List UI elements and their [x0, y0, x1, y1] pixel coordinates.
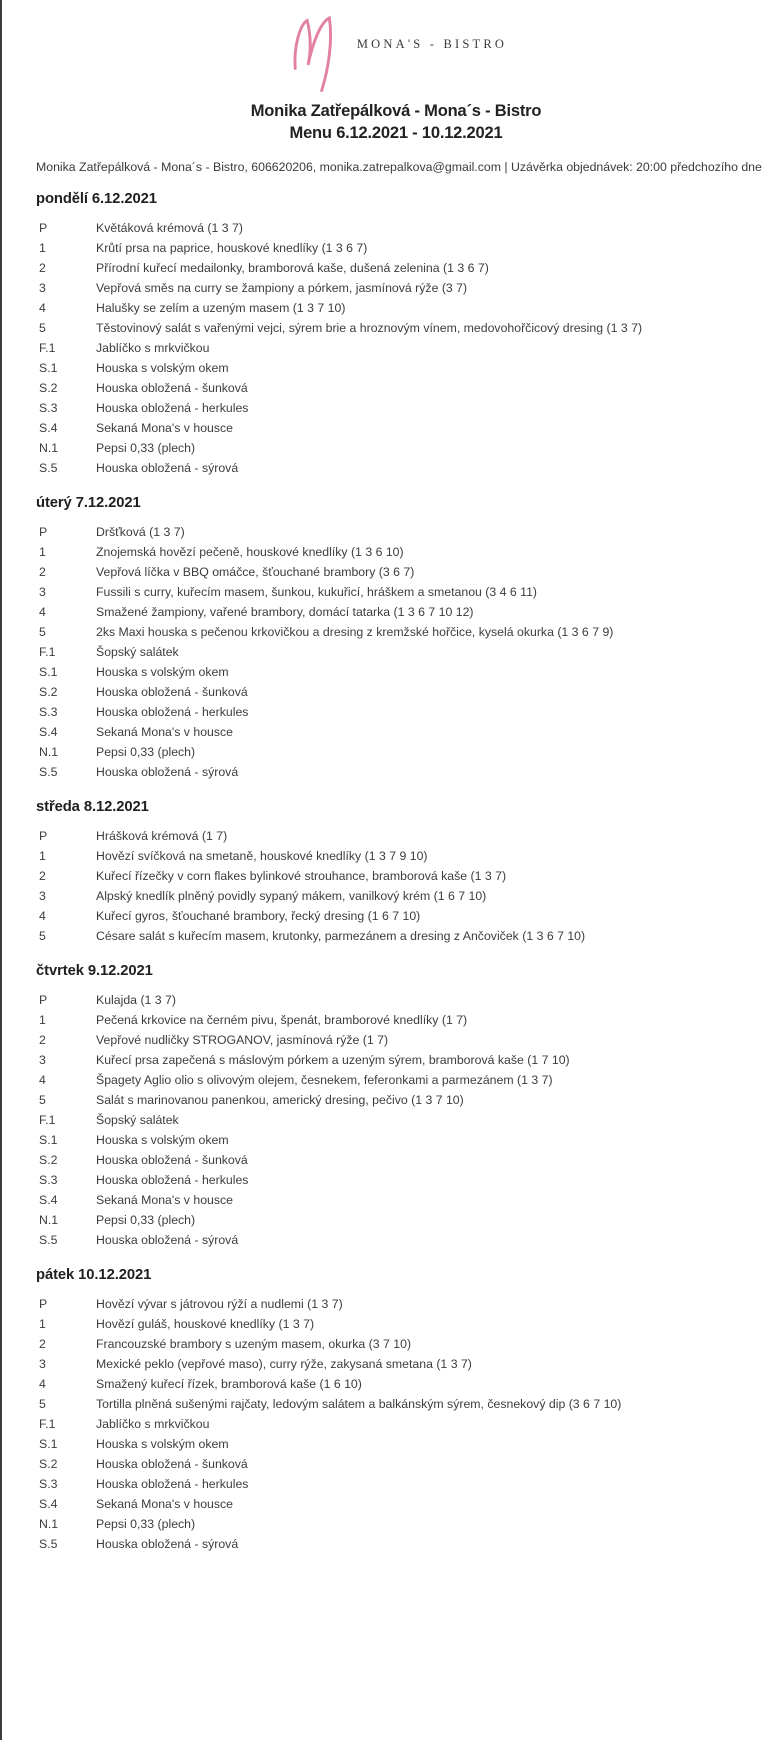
menu-item-name: Vepřová směs na curry se žampiony a pórkem, jasmínová rýže (3 7)	[96, 281, 468, 295]
menu-item-code: S.5	[39, 1233, 58, 1247]
menu-item-row	[36, 926, 756, 946]
menu-item-name: Jablíčko s mrkvičkou	[96, 1417, 210, 1431]
menu-item-row	[36, 602, 756, 622]
menu-item-code: S.3	[39, 705, 58, 719]
day-rows	[36, 826, 756, 946]
menu-item-code: S.4	[39, 421, 58, 435]
monas-logo-monogram-icon	[285, 12, 343, 94]
menu-item-row	[36, 722, 756, 742]
menu-item-name: Pepsi 0,33 (plech)	[96, 1517, 196, 1531]
menu-item-code: 5	[39, 1093, 46, 1107]
menu-item-name: Houska s volským okem	[96, 1133, 229, 1147]
menu-item-row	[36, 438, 756, 458]
menu-item-code: 5	[39, 929, 46, 943]
menu-item-code: N.1	[39, 745, 59, 759]
menu-item-row	[36, 642, 756, 662]
menu-item-name: Jablíčko s mrkvičkou	[96, 341, 210, 355]
menu-item-name: Houska obložená - herkules	[96, 1477, 249, 1491]
menu-item-row	[36, 418, 756, 438]
page-title: Monika Zatřepálková - Mona´s - Bistro	[250, 102, 542, 120]
menu-item-row	[36, 582, 756, 602]
menu-item-name: Houska obložená - sýrová	[96, 461, 239, 475]
menu-item-code: S.3	[39, 401, 58, 415]
menu-item-code: F.1	[39, 1113, 56, 1127]
menu-item-code: 1	[39, 849, 46, 863]
menu-item-row	[36, 846, 756, 866]
menu-item-row	[36, 682, 756, 702]
menu-item-name: Sekaná Mona's v housce	[96, 1193, 234, 1207]
menu-item-name: Vepřové nudličky STROGANOV, jasmínová rýže (1 7)	[96, 1033, 389, 1047]
menu-item-name: Přírodní kuřecí medailonky, bramborová kaše, dušená zelenina (1 3 6 7)	[96, 261, 489, 275]
menu-item-code: P	[39, 1297, 48, 1311]
menu-item-row	[36, 562, 756, 582]
menu-item-name: Kuřecí prsa zapečená s máslovým pórkem a uzeným sýrem, bramborová kaše (1 7 10)	[96, 1053, 570, 1067]
menu-item-code: 4	[39, 909, 46, 923]
menu-item-code: N.1	[39, 441, 59, 455]
menu-item-name: Houska obložená - šunková	[96, 1457, 248, 1471]
menu-item-code: 5	[39, 625, 46, 639]
day-section	[36, 191, 756, 478]
menu-item-row	[36, 662, 756, 682]
menu-item-code: 1	[39, 545, 46, 559]
menu-item-code: N.1	[39, 1213, 59, 1227]
menu-item-code: S.5	[39, 765, 58, 779]
menu-item-name: Dršťková (1 3 7)	[96, 525, 185, 539]
menu-item-code: N.1	[39, 1517, 59, 1531]
menu-item-row	[36, 258, 756, 278]
menu-item-row	[36, 278, 756, 298]
day-rows	[36, 990, 756, 1250]
menu-item-row	[36, 218, 756, 238]
menu-item-name: Houska obložená - herkules	[96, 1173, 249, 1187]
day-heading: pátek 10.12.2021	[36, 1267, 152, 1283]
menu-item-row	[36, 238, 756, 258]
menu-item-row	[36, 378, 756, 398]
day-heading: pondělí 6.12.2021	[36, 191, 157, 207]
menu-item-row	[36, 522, 756, 542]
menu-item-name: Kuřecí gyros, šťouchané brambory, řecký dresing (1 6 7 10)	[96, 909, 421, 923]
menu-item-row	[36, 1130, 756, 1150]
menu-item-code: S.5	[39, 1537, 58, 1551]
menu-item-name: Kulajda (1 3 7)	[96, 993, 176, 1007]
menu-item-code: 2	[39, 869, 46, 883]
menu-item-name: Šopský salátek	[96, 1113, 179, 1127]
menu-item-name: Sekaná Mona's v housce	[96, 725, 234, 739]
menu-item-name: Krůtí prsa na paprice, houskové knedlíky (1 3 6 7)	[96, 241, 368, 255]
menu-item-row	[36, 1050, 756, 1070]
menu-item-code: 3	[39, 1053, 46, 1067]
menu-item-row	[36, 1394, 756, 1414]
menu-item-name: Pepsi 0,33 (plech)	[96, 745, 196, 759]
menu-item-name: Smažený kuřecí řízek, bramborová kaše (1 6 10)	[96, 1377, 362, 1391]
menu-item-name: Houska obložená - sýrová	[96, 1233, 239, 1247]
menu-item-code: 4	[39, 1073, 46, 1087]
menu-item-code: S.2	[39, 685, 58, 699]
menu-item-code: P	[39, 221, 48, 235]
menu-item-row	[36, 702, 756, 722]
menu-item-code: 2	[39, 1337, 46, 1351]
menu-item-code: 4	[39, 605, 46, 619]
menu-item-row	[36, 398, 756, 418]
title-block	[36, 100, 756, 144]
menu-item-name: Sekaná Mona's v housce	[96, 421, 234, 435]
menu-date-range: Menu 6.12.2021 - 10.12.2021	[289, 124, 503, 142]
menu-item-code: S.3	[39, 1173, 58, 1187]
menu-item-code: 3	[39, 281, 46, 295]
day-rows	[36, 218, 756, 478]
day-section	[36, 799, 756, 946]
menu-item-row	[36, 1374, 756, 1394]
menu-item-code: 3	[39, 1357, 46, 1371]
menu-item-code: 4	[39, 301, 46, 315]
menu-item-row	[36, 318, 756, 338]
menu-item-name: Houska obložená - šunková	[96, 685, 248, 699]
menu-item-name: Vepřová líčka v BBQ omáčce, šťouchané brambory (3 6 7)	[96, 565, 415, 579]
menu-item-name: Hrášková krémová (1 7)	[96, 829, 228, 843]
day-heading: středa 8.12.2021	[36, 799, 149, 815]
menu-item-name: Květáková krémová (1 3 7)	[96, 221, 243, 235]
menu-item-name: Mexické peklo (vepřové maso), curry rýže, zakysaná smetana (1 3 7)	[96, 1357, 472, 1371]
menu-item-row	[36, 1454, 756, 1474]
menu-item-name: Kuřecí řízečky v corn flakes bylinkové strouhance, bramborová kaše (1 3 7)	[96, 869, 507, 883]
logo-wordmark: MONA'S - BISTRO	[356, 36, 508, 51]
menu-item-row	[36, 866, 756, 886]
menu-item-row	[36, 298, 756, 318]
menu-item-name: Houska obložená - herkules	[96, 401, 249, 415]
menu-item-code: F.1	[39, 645, 56, 659]
menu-item-name: Těstovinový salát s vařenými vejci, sýrem brie a hroznovým vínem, medovohořčicový dresing (1 3 7)	[96, 321, 643, 335]
menu-item-name: Houska obložená - herkules	[96, 705, 249, 719]
menu-item-row	[36, 1354, 756, 1374]
menu-item-name: Špagety Aglio olio s olivovým olejem, česnekem, feferonkami a parmezánem (1 3 7)	[96, 1073, 553, 1087]
day-section	[36, 495, 756, 782]
menu-item-code: 3	[39, 585, 46, 599]
menu-item-name: Alpský knedlík plněný povidly sypaný mákem, vanilkový krém (1 6 7 10)	[96, 889, 487, 903]
menu-item-code: S.4	[39, 1497, 58, 1511]
menu-item-row	[36, 1314, 756, 1334]
menu-item-code: P	[39, 993, 48, 1007]
menu-item-row	[36, 1030, 756, 1050]
menu-item-code: S.4	[39, 1193, 58, 1207]
menu-item-row	[36, 358, 756, 378]
day-heading: úterý 7.12.2021	[36, 495, 141, 511]
menu-item-name: Houska obložená - sýrová	[96, 765, 239, 779]
menu-item-code: S.5	[39, 461, 58, 475]
menu-item-row	[36, 826, 756, 846]
menu-item-code: 4	[39, 1377, 46, 1391]
menu-item-row	[36, 906, 756, 926]
menu-item-row	[36, 1494, 756, 1514]
menu-item-code: 2	[39, 565, 46, 579]
menu-item-row	[36, 1170, 756, 1190]
menu-item-code: 1	[39, 1013, 46, 1027]
menu-item-name: Znojemská hovězí pečeně, houskové knedlíky (1 3 6 10)	[96, 545, 404, 559]
menu-item-name: Pečená krkovice na černém pivu, špenát, bramborové knedlíky (1 7)	[96, 1013, 468, 1027]
menu-item-name: Salát s marinovanou panenkou, americký dresing, pečivo (1 3 7 10)	[96, 1093, 464, 1107]
menu-item-row	[36, 1190, 756, 1210]
menu-item-code: S.3	[39, 1477, 58, 1491]
menu-item-row	[36, 622, 756, 642]
menu-item-code: 1	[39, 1317, 46, 1331]
menu-item-code: S.4	[39, 725, 58, 739]
menu-item-name: Hovězí svíčková na smetaně, houskové knedlíky (1 3 7 9 10)	[96, 849, 428, 863]
menu-item-name: Houska s volským okem	[96, 665, 229, 679]
menu-item-row	[36, 1210, 756, 1230]
menu-item-row	[36, 1474, 756, 1494]
menu-item-row	[36, 338, 756, 358]
menu-item-name: 2ks Maxi houska s pečenou krkovičkou a dresing z kremžské hořčice, kyselá okurka (1 3 6 7 9)	[96, 625, 614, 639]
menu-item-code: S.1	[39, 1437, 58, 1451]
menu-item-row	[36, 1434, 756, 1454]
day-section	[36, 963, 756, 1250]
menu-item-name: Césare salát s kuřecím masem, krutonky, parmezánem a dresing z Ančoviček (1 3 6 7 10)	[96, 929, 586, 943]
menu-item-name: Hovězí guláš, houskové knedlíky (1 3 7)	[96, 1317, 315, 1331]
menu-item-name: Fussili s curry, kuřecím masem, šunkou, kukuřicí, hráškem a smetanou (3 4 6 11)	[96, 585, 538, 599]
menu-item-row	[36, 1294, 756, 1314]
menu-item-row	[36, 762, 756, 782]
menu-item-row	[36, 1010, 756, 1030]
menu-item-code: S.1	[39, 361, 58, 375]
menu-item-name: Houska obložená - šunková	[96, 381, 248, 395]
menu-item-name: Hovězí vývar s játrovou rýží a nudlemi (1 3 7)	[96, 1297, 343, 1311]
day-section	[36, 1267, 756, 1554]
menu-item-name: Sekaná Mona's v housce	[96, 1497, 234, 1511]
day-heading: čtvrtek 9.12.2021	[36, 963, 153, 979]
menu-item-row	[36, 1110, 756, 1130]
menu-item-code: F.1	[39, 341, 56, 355]
menu-item-code: 2	[39, 1033, 46, 1047]
menu-item-code: S.1	[39, 1133, 58, 1147]
menu-days	[36, 191, 756, 1554]
menu-item-code: 2	[39, 261, 46, 275]
menu-item-code: F.1	[39, 1417, 56, 1431]
menu-item-name: Francouzské brambory s uzeným masem, okurka (3 7 10)	[96, 1337, 412, 1351]
menu-item-row	[36, 1070, 756, 1090]
contact-line: Monika Zatřepálková - Mona´s - Bistro, 606620206, monika.zatrepalkova@gmail.com | Uzávěrka objednávek: 20:00 předchozího dne	[36, 160, 762, 174]
menu-item-row	[36, 886, 756, 906]
menu-item-row	[36, 1150, 756, 1170]
menu-item-code: S.2	[39, 381, 58, 395]
menu-item-code: 5	[39, 1397, 46, 1411]
menu-item-row	[36, 458, 756, 478]
logo	[36, 12, 756, 94]
menu-item-name: Pepsi 0,33 (plech)	[96, 441, 196, 455]
menu-item-name: Houska s volským okem	[96, 361, 229, 375]
menu-item-name: Houska s volským okem	[96, 1437, 229, 1451]
menu-item-row	[36, 1334, 756, 1354]
menu-item-row	[36, 542, 756, 562]
menu-item-name: Houska obložená - šunková	[96, 1153, 248, 1167]
menu-item-row	[36, 1090, 756, 1110]
menu-item-row	[36, 742, 756, 762]
day-rows	[36, 1294, 756, 1554]
menu-item-name: Halušky se zelím a uzeným masem (1 3 7 10)	[96, 301, 346, 315]
menu-item-row	[36, 1414, 756, 1434]
menu-item-row	[36, 1534, 756, 1554]
menu-item-code: S.1	[39, 665, 58, 679]
menu-item-row	[36, 1514, 756, 1534]
menu-item-code: P	[39, 525, 48, 539]
menu-item-name: Pepsi 0,33 (plech)	[96, 1213, 196, 1227]
menu-item-name: Tortilla plněná sušenými rajčaty, ledovým salátem a balkánským sýrem, česnekový dip (3 6 7 10)	[96, 1397, 622, 1411]
menu-item-name: Houska obložená - sýrová	[96, 1537, 239, 1551]
menu-item-code: P	[39, 829, 48, 843]
menu-item-name: Smažené žampiony, vařené brambory, domácí tatarka (1 3 6 7 10 12)	[96, 605, 474, 619]
menu-item-row	[36, 1230, 756, 1250]
menu-item-code: S.2	[39, 1153, 58, 1167]
menu-item-code: 1	[39, 241, 46, 255]
menu-item-name: Šopský salátek	[96, 645, 179, 659]
day-rows	[36, 522, 756, 782]
menu-item-code: S.2	[39, 1457, 58, 1471]
menu-item-row	[36, 990, 756, 1010]
menu-item-code: 5	[39, 321, 46, 335]
menu-item-code: 3	[39, 889, 46, 903]
